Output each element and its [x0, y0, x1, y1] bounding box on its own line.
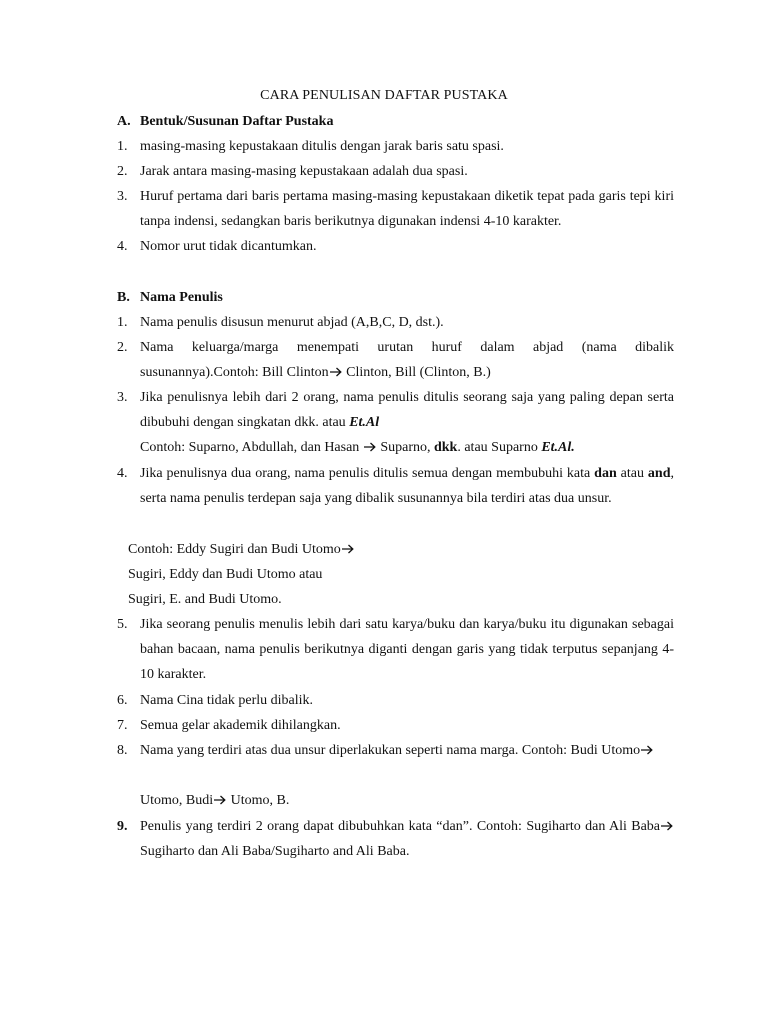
section-b-label: B.	[117, 290, 130, 305]
list-item-b9	[117, 814, 674, 864]
right-arrow-icon	[342, 544, 354, 554]
list-text: Jika seorang penulis menulis lebih dari satu karya/buku dan karya/buku itu digunakan sebagai bahan bacaan, nama penulis berikutnya diganti dengan garis yang tidak terputus sepanjang 4-10 karakter.	[140, 617, 674, 682]
section-a-title: Bentuk/Susunan Daftar Pustaka	[140, 114, 334, 129]
b4-example-line-3: Sugiri, E. and Budi Utomo.	[128, 592, 282, 607]
list-number: 3.	[117, 189, 128, 204]
list-number: 2.	[117, 340, 128, 355]
list-item-b3	[117, 385, 674, 435]
list-number: 5.	[117, 617, 128, 632]
list-text: Semua gelar akademik dihilangkan.	[140, 718, 341, 733]
list-text: Nama penulis disusun menurut abjad (A,B,C, D, dst.).	[140, 315, 444, 330]
list-number: 4.	[117, 466, 128, 481]
page-title: CARA PENULISAN DAFTAR PUSTAKA	[260, 88, 508, 103]
list-text: Nama keluarga/marga menempati urutan huruf dalam abjad (nama dibalik susunannya).Contoh: Bill Clinton Clinton, Bill (Clinton, B.)	[140, 340, 674, 380]
list-item-b7	[117, 713, 674, 738]
b8-example-line: Utomo, Budi Utomo, B.	[140, 793, 290, 808]
list-item-a2	[117, 159, 674, 184]
b3-example-line: Contoh: Suparno, Abdullah, dan Hasan Suparno, dkk. atau Suparno Et.Al.	[140, 440, 575, 455]
list-item-a4	[117, 234, 674, 259]
b4-example-line-2: Sugiri, Eddy dan Budi Utomo atau	[128, 567, 323, 582]
list-text: Nomor urut tidak dicantumkan.	[140, 239, 317, 254]
list-item-b2	[117, 335, 674, 385]
list-text: Nama yang terdiri atas dua unsur diperlakukan seperti nama marga. Contoh: Budi Utomo	[140, 738, 674, 763]
list-number: 9.	[117, 819, 128, 834]
list-text: masing-masing kepustakaan ditulis dengan jarak baris satu spasi.	[140, 139, 504, 154]
right-arrow-icon	[214, 795, 226, 805]
list-text: Huruf pertama dari baris pertama masing-masing kepustakaan diketik tepat pada garis tepi kiri tanpa indensi, sedangkan baris berikutnya digunakan indensi 4-10 karakter.	[140, 189, 674, 229]
section-a-heading	[117, 112, 333, 132]
right-arrow-icon	[330, 367, 342, 377]
list-text: Jika penulisnya dua orang, nama penulis ditulis semua dengan membubuhi kata dan atau and, serta nama penulis terdepan saja yang dibalik susunannya bila terdiri atas dua unsur.	[140, 466, 674, 506]
section-a-label: A.	[117, 114, 131, 129]
list-text: Jarak antara masing-masing kepustakaan adalah dua spasi.	[140, 164, 468, 179]
section-b-heading	[117, 288, 223, 308]
list-item-a1	[117, 134, 674, 159]
section-b-title: Nama Penulis	[140, 290, 223, 305]
et-al-text: Et.Al	[349, 415, 380, 430]
list-text: Penulis yang terdiri 2 orang dapat dibubuhkan kata “dan”. Contoh: Sugiharto dan Ali Baba Sugiharto dan Ali Baba/Sugiharto and Ali Baba.	[140, 814, 674, 864]
list-number: 8.	[117, 743, 128, 758]
b4-example-line-1: Contoh: Eddy Sugiri dan Budi Utomo	[128, 540, 355, 560]
list-item-b4	[117, 461, 674, 511]
list-number: 2.	[117, 164, 128, 179]
list-number: 6.	[117, 693, 128, 708]
right-arrow-icon	[641, 745, 653, 755]
list-item-b6	[117, 688, 674, 713]
list-number: 1.	[117, 315, 128, 330]
list-number: 7.	[117, 718, 128, 733]
list-number: 1.	[117, 139, 128, 154]
list-item-b1	[117, 310, 674, 335]
right-arrow-icon	[364, 442, 376, 452]
list-item-a3	[117, 184, 674, 234]
list-item-b5	[117, 612, 674, 687]
list-text: Jika penulisnya lebih dari 2 orang, nama penulis ditulis seorang saja yang paling depan serta dibubuhi dengan singkatan dkk. atau Et.Al	[140, 390, 674, 430]
list-text: Nama Cina tidak perlu dibalik.	[140, 693, 314, 708]
list-item-b8	[117, 738, 674, 763]
list-number: 3.	[117, 390, 128, 405]
list-number: 4.	[117, 239, 128, 254]
right-arrow-icon	[661, 821, 673, 831]
